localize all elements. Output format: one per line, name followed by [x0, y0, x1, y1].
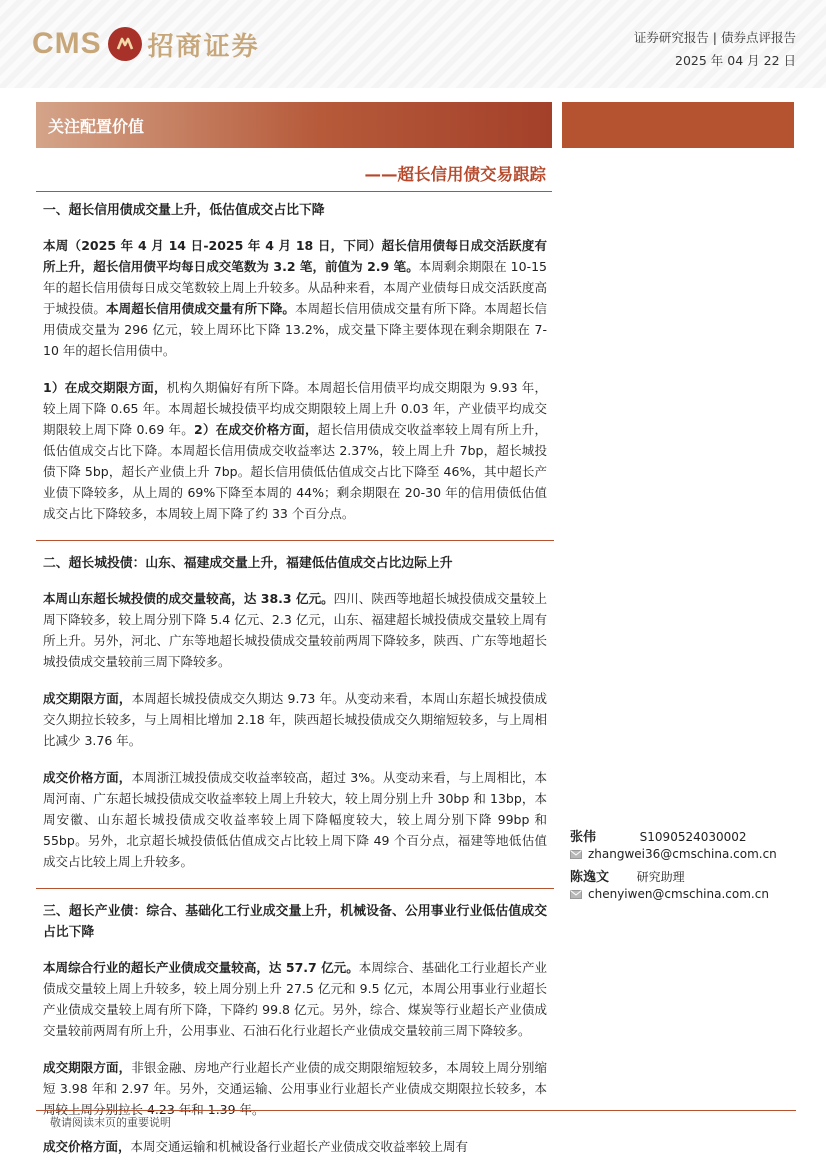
- s1-p1-lead-2: 本周超长信用债成交量有所下降。: [106, 301, 296, 316]
- s3-p2-lead: 成交期限方面，: [43, 1060, 132, 1075]
- s2-p2-body: 本周超长城投债成交久期达 9.73 年。从变动来看，本周山东超长城投债成交久期拉长较多，与上周相比增加 2.18 年，陕西超长城投债成交久期缩短较多，与上周相比减少 3.76 年。: [43, 691, 547, 748]
- s2-p3-body: 本周浙江城投债成交收益率较高，超过 3%。从变动来看，与上周相比，本周河南、广东超长城投债成交收益率较上周上升较大，较上周分别上升 30bp 和 13bp，本周安徽、山东超长城投债成交收益率较上周下降幅度较大，较上周分别下降 99bp 和 55bp。另外，北京超长城投债低估值成交占比较上周下降 49 个百分点，福建等地低估值成交占比较上周上升较多。: [43, 770, 547, 869]
- title-bar: [36, 102, 552, 148]
- section-2-paragraph-2: [43, 688, 547, 751]
- section-3-paragraph-1: [43, 957, 547, 1041]
- author-1: [570, 826, 747, 845]
- section-2-divider: [36, 540, 554, 541]
- s2-p1-lead: 本周山东超长城投债的成交量较高，达 38.3 亿元。: [43, 591, 334, 606]
- s1-p2-body: 机构久期偏好有所下降。本周超长信用债平均成交期限为 9.93 年，较上周下降 0.65 年。本周超长城投债平均成交期限较上周上升 0.03 年，产业债平均成交期限较上周下降 0.69 年。: [43, 380, 547, 437]
- s1-p2-lead-2: 2）在成交价格方面，: [194, 422, 318, 437]
- section-1-heading: 一、超长信用债成交量上升，低估值成交占比下降: [43, 203, 325, 218]
- section-3-paragraph-3: [43, 1136, 547, 1157]
- s2-p1-body: 四川、陕西等地超长城投债成交量较上周下降较多，较上周分别下降 5.4 亿元、2.3 亿元，山东、福建超长城投债成交量较上周有所上升。另外，河北、广东等地超长城投债成交量较前两周下降较多，陕西、广东等地超长城投债成交量较前三周下降较多。: [43, 591, 547, 669]
- author-1-name: 张伟: [570, 830, 597, 845]
- s1-p1-body-2: 本周超长信用债成交量有所下降。本周超长信用债成交量为 296 亿元，较上周环比下降 13.2%，成交量下降主要体现在剩余期限在 7-10 年的超长信用债中。: [43, 301, 547, 358]
- author-2-name: 陈逸文: [570, 870, 610, 885]
- logo-emblem-icon: [108, 27, 142, 61]
- section-3-divider: [36, 888, 554, 889]
- s3-p2-body: 非银金融、房地产行业超长产业债的成交期限缩短较多，本周较上周分别缩短 3.98 年和 2.97 年。另外，交通运输、公用事业行业超长产业债成交期限拉长较多，本周较上周分别拉长 4.23 年和 1.39 年。: [43, 1060, 547, 1117]
- author-2-email-row: [570, 887, 769, 901]
- author-1-email[interactable]: zhangwei36@cmschina.com.cn: [588, 847, 777, 861]
- section-3-heading: 三、超长产业债：综合、基础化工行业成交量上升，机械设备、公用事业行业低估值成交占比下降: [43, 904, 547, 940]
- s3-p1-lead: 本周综合行业的超长产业债成交量较高，达 57.7 亿元。: [43, 960, 359, 975]
- mail-icon: [570, 850, 582, 859]
- author-2-role: 研究助理: [636, 870, 685, 884]
- section-2-heading: 二、超长城投债：山东、福建成交量上升，福建低估值成交占比边际上升: [43, 556, 453, 571]
- s3-p1-body: 本周综合、基础化工行业超长产业债成交量较上周上升较多，较上周分别上升 27.5 亿元和 9.5 亿元，本周公用事业行业超长产业债成交量较上周有所下降，下降约 99.8 亿元。另外，综合、煤炭等行业超长产业债成交量较前两周有所上升，公用事业、石油石化行业超长产业债成交量较前三周下降较多。: [43, 960, 547, 1038]
- logo-chinese-text: 招商证券: [147, 31, 260, 62]
- logo-latin-text: CMS: [32, 27, 102, 60]
- author-2: [570, 866, 685, 885]
- author-1-email-row: [570, 847, 777, 861]
- sidebar-header-block: [562, 102, 794, 148]
- section-1-paragraph-2: [43, 377, 547, 524]
- s1-p1-lead: 本周（2025 年 4 月 14 日-2025 年 4 月 18 日，下同）超长信用债每日成交活跃度有所上升，超长信用债平均每日成交笔数为 3.2 笔，前值为 2.9 笔。: [43, 238, 547, 274]
- s3-p3-body: 本周交通运输和机械设备行业超长产业债成交收益率较上周有: [130, 1139, 469, 1154]
- section-2-paragraph-3: [43, 767, 547, 872]
- main-content: [43, 200, 547, 1173]
- author-1-id: S1090524030002: [639, 830, 747, 844]
- s1-p2-lead: 1）在成交期限方面，: [43, 380, 167, 395]
- cms-logo: [32, 24, 260, 64]
- s1-p2-body-2: 超长信用债成交收益率较上周有所上升，低估值成交占比下降。本周超长信用债成交收益率达 2.37%，较上周上升 7bp，超长城投债下降 5bp，超长产业债上升 7bp。超长信用债低估值成交占比下降至 46%，其中超长产业债下降较多，从上周的 69%下降至本周的 44%；剩余期限在 20-30 年的信用债低估值成交占比下降较多，本周较上周下降了约 33 个百分点。: [43, 422, 547, 521]
- footer-disclaimer: 敬请阅读末页的重要说明: [50, 1116, 171, 1129]
- footer-divider: [36, 1110, 796, 1111]
- report-date: 2025 年 04 月 22 日: [675, 53, 796, 68]
- report-title: 关注配置价值: [48, 117, 145, 136]
- s2-p2-lead: 成交期限方面，: [43, 691, 132, 706]
- report-subtitle: ——超长信用债交易跟踪: [364, 165, 546, 184]
- section-1-paragraph-1: [43, 235, 547, 361]
- s2-p3-lead: 成交价格方面，: [43, 770, 132, 785]
- s1-p1-body: 本周剩余期限在 10-15 年的超长信用债每日成交笔数较上周上升较多。从品种来看，本周产业债每日成交活跃度高于城投债。: [43, 259, 547, 316]
- section-2-paragraph-1: [43, 588, 547, 672]
- report-type: 证券研究报告 | 债券点评报告: [633, 30, 796, 45]
- author-2-email[interactable]: chenyiwen@cmschina.com.cn: [588, 887, 769, 901]
- s3-p3-lead: 成交价格方面，: [43, 1139, 131, 1154]
- mail-icon: [570, 890, 582, 899]
- title-divider: [36, 191, 552, 192]
